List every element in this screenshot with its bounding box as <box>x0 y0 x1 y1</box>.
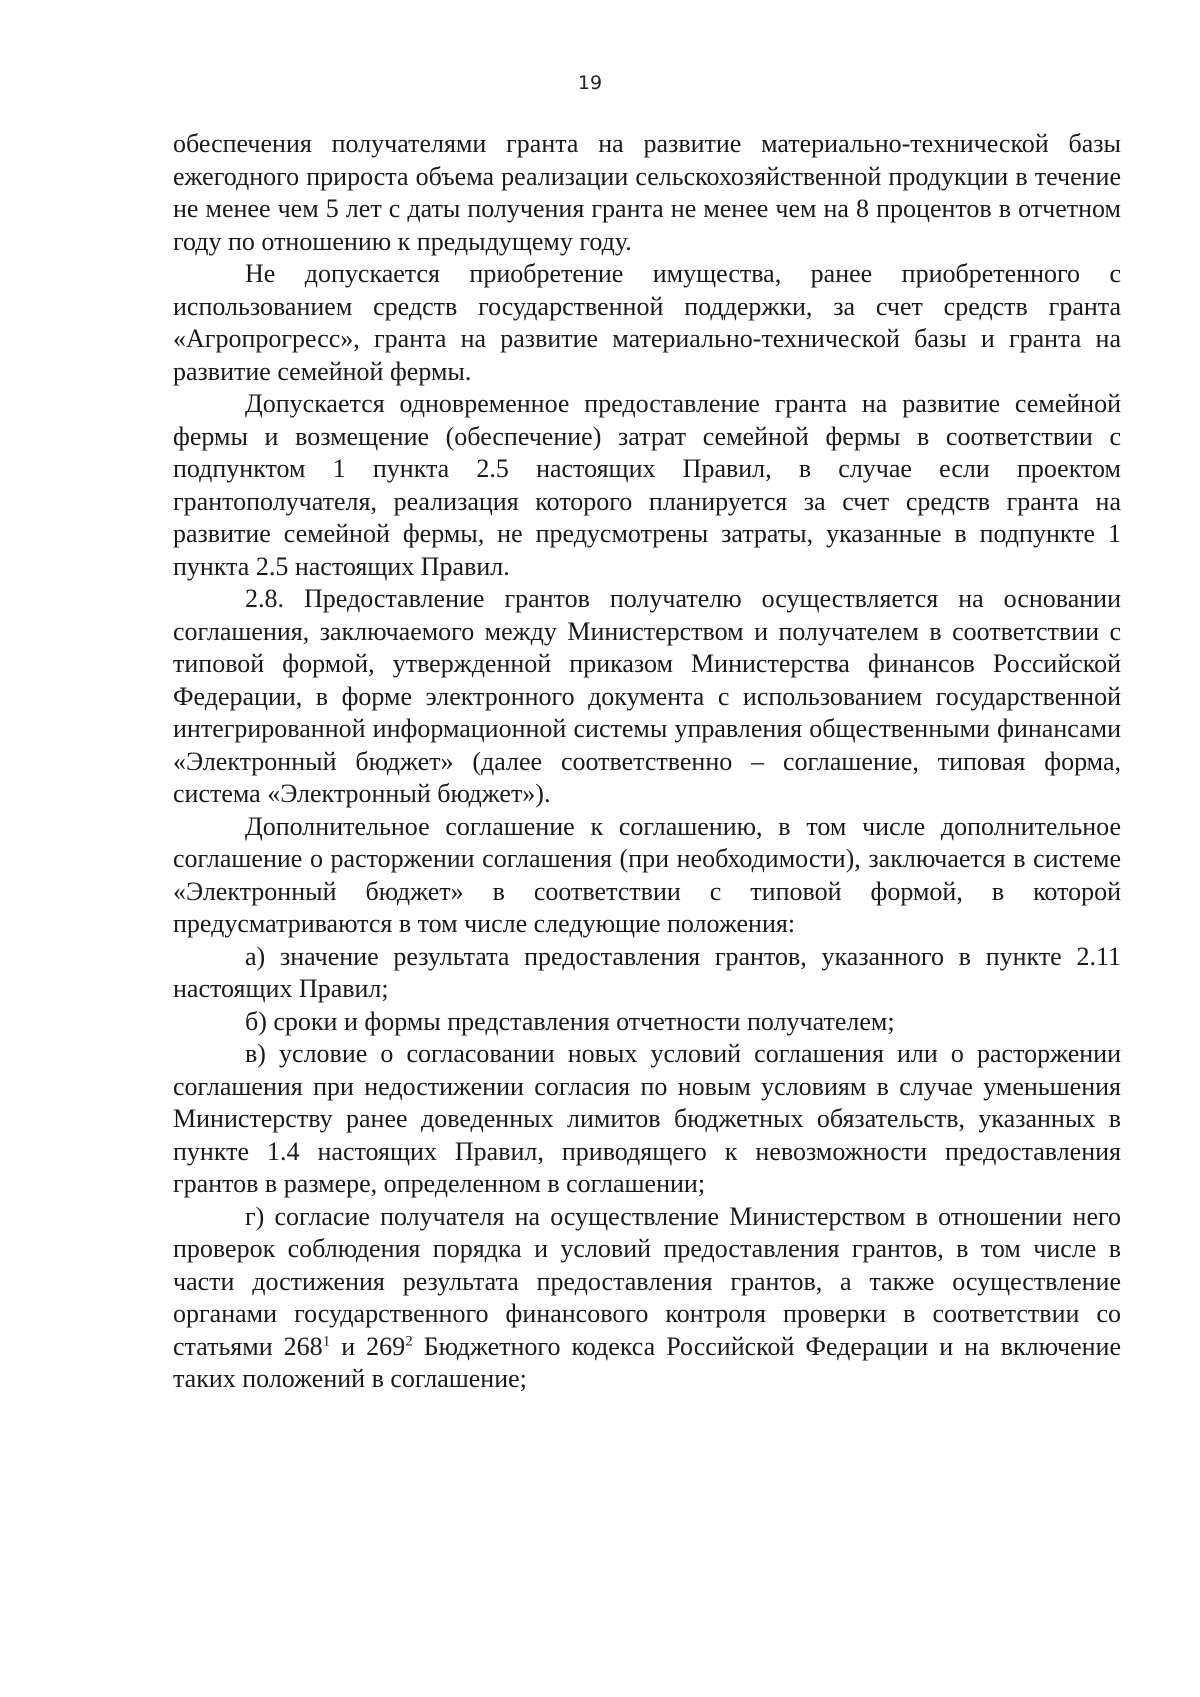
list-item-g <box>173 1201 1121 1396</box>
page-number: 19 <box>577 72 603 94</box>
document-body <box>173 128 1121 1396</box>
list-item-a: а) значение результата предоставления грантов, указанного в пункте 2.11 настоящих Правил; <box>173 941 1121 1003</box>
paragraph-simultaneous-grant: Допускается одновременное предоставление гранта на развитие семейной фермы и возмещение (обеспечение) затрат семейной фермы в соответствии с подпунктом 1 пункта 2.5 настоящих Правил, в случае если проектом грантополучателя, реализация которого планируется за счет средств гранта на развитие семейной фермы, не предусмотрены затраты, указанные в подпункте 1 пункта 2.5 настоящих Правил. <box>173 389 1121 581</box>
superscript-1: 1 <box>322 1332 331 1349</box>
list-item-v: в) условие о согласовании новых условий соглашения или о расторжении соглашения при недостижении согласия по новым условиям в случае уменьшения Министерству ранее доведенных лимитов бюджетных обязательств, указанных в пункте 1.4 настоящих Правил, приводящего к невозможности предоставления грантов в размере, определенном в соглашении; <box>173 1039 1121 1198</box>
list-item-g-text-2: и 269 <box>330 1331 406 1361</box>
paragraph-additional-agreement: Дополнительное соглашение к соглашению, в том числе дополнительное соглашение о расторжении соглашения (при необходимости), заключается в системе «Электронный бюджет» в соответствии с типовой формой, в которой предусматриваются в том числе следующие положения: <box>173 811 1121 938</box>
list-item-g-text-3: Бюджетного кодекса Российской Федерации и на включение таких положений в соглашение; <box>173 1331 1121 1393</box>
paragraph-section-2-8: 2.8. Предоставление грантов получателю осуществляется на основании соглашения, заключаемого между Министерством и получателем в соответствии с типовой формой, утвержденной приказом Министерства финансов Российской Федерации, в форме электронного документа с использованием государственной интегрированной информационной системы управления общественными финансами «Электронный бюджет» (далее соответственно – соглашение, типовая форма, система «Электронный бюджет»). <box>173 584 1121 808</box>
paragraph-continuation: обеспечения получателями гранта на развитие материально-технической базы ежегодного прироста объема реализации сельскохозяйственной продукции в течение не менее чем 5 лет с даты получения гранта не менее чем на 8 процентов в отчетном году по отношению к предыдущему году. <box>173 129 1121 256</box>
list-item-b: б) сроки и формы представления отчетности получателем; <box>245 1006 895 1036</box>
paragraph-property-restriction: Не допускается приобретение имущества, ранее приобретенного с использованием средств государственной поддержки, за счет средств гранта «Агропрогресс», гранта на развитие материально-технической базы и гранта на развитие семейной фермы. <box>173 259 1121 386</box>
superscript-2: 2 <box>405 1332 413 1349</box>
list-item-g-text-1: г) согласие получателя на осуществление Министерством в отношении него проверок соблюдения порядка и условий предоставления грантов, в том числе в части достижения результата предоставления грантов, а также осуществление органами государственного финансового контроля проверки в соответствии со статьями 268 <box>173 1201 1121 1361</box>
